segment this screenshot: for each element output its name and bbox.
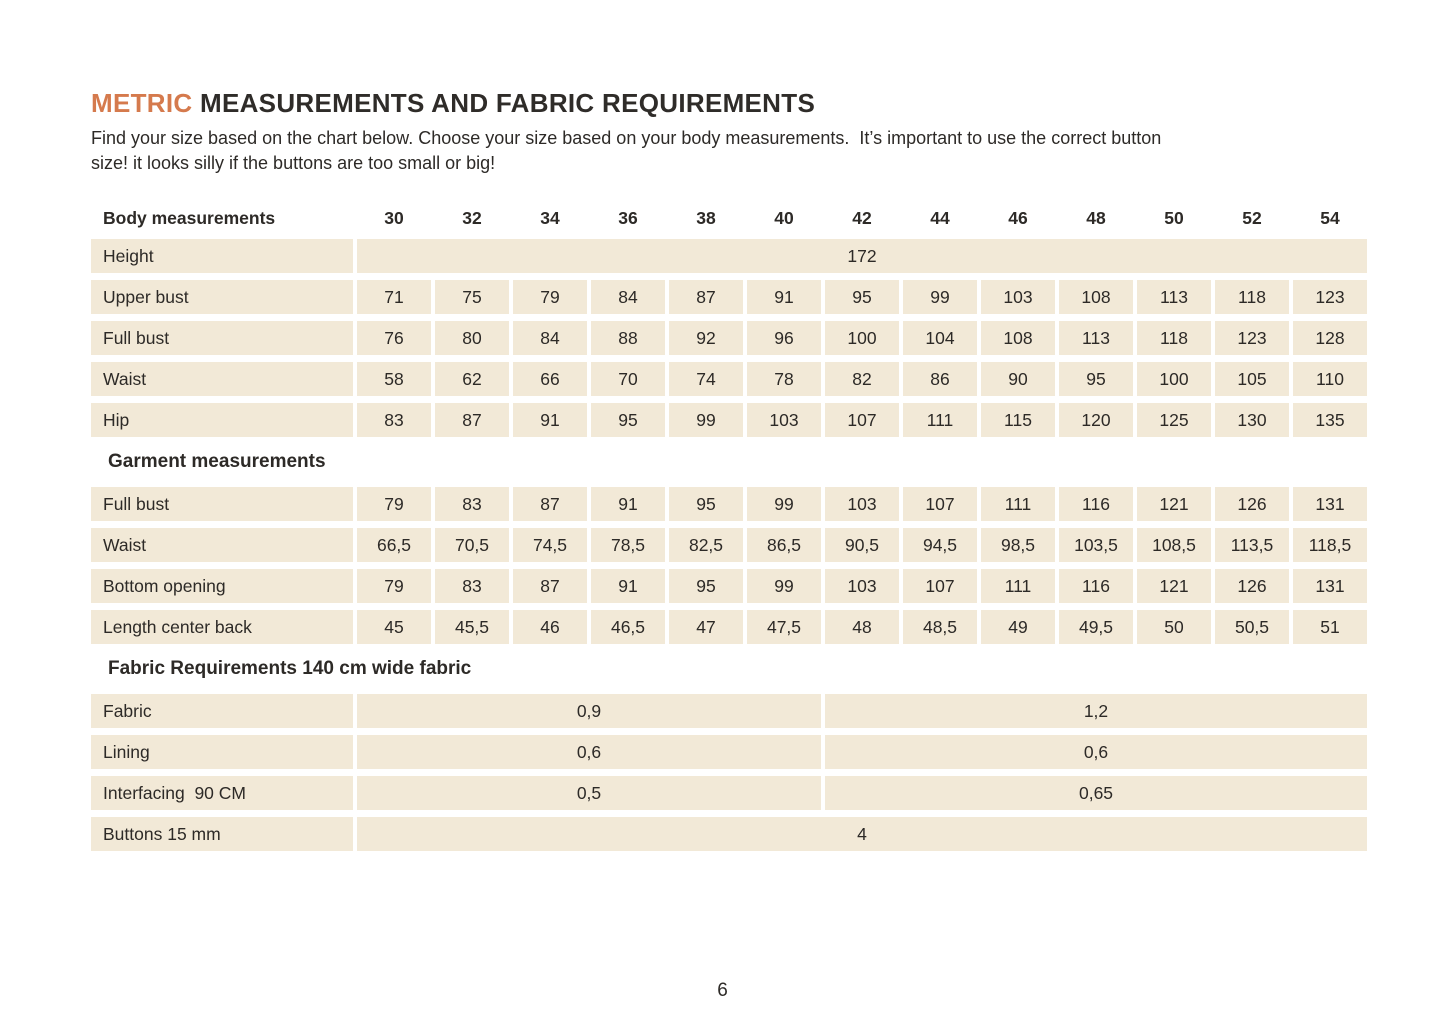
fabric-value-sizes-42-54: 1,2 [825,694,1367,728]
garment-waist-value-32: 70,5 [435,528,509,562]
body-upper-bust-value-52: 118 [1215,280,1289,314]
garment-bottom-opening-value-42: 103 [825,569,899,603]
body-waist-value-32: 62 [435,362,509,396]
garment-length-center-back-value-38: 47 [669,610,743,644]
body-hip-value-44: 111 [903,403,977,437]
garment-full-bust-value-50: 121 [1137,487,1211,521]
garment-bottom-opening-value-50: 121 [1137,569,1211,603]
body-hip-value-32: 87 [435,403,509,437]
row-label-fabric: Fabric [91,694,353,728]
row-label-buttons-15-mm: Buttons 15 mm [91,817,353,851]
body-full-bust-value-52: 123 [1215,321,1289,355]
body-hip-value-46: 115 [981,403,1055,437]
body-upper-bust-value-48: 108 [1059,280,1133,314]
garment-bottom-opening-value-38: 95 [669,569,743,603]
body-full-bust-value-40: 96 [747,321,821,355]
garment-full-bust-value-30: 79 [357,487,431,521]
garment-full-bust-value-52: 126 [1215,487,1289,521]
garment-waist-value-42: 90,5 [825,528,899,562]
body-full-bust-value-44: 104 [903,321,977,355]
size-header-36: 36 [618,207,638,228]
garment-length-center-back-value-44: 48,5 [903,610,977,644]
row-label-lining: Lining [91,735,353,769]
body-waist-value-46: 90 [981,362,1055,396]
body-upper-bust-value-54: 123 [1293,280,1367,314]
body-upper-bust-value-32: 75 [435,280,509,314]
garment-full-bust-value-54: 131 [1293,487,1367,521]
row-label-interfacing-90-cm: Interfacing 90 CM [91,776,353,810]
lining-value-sizes-30-40: 0,6 [357,735,821,769]
size-header-50: 50 [1164,207,1184,228]
body-hip-value-34: 91 [513,403,587,437]
body-waist-value-50: 100 [1137,362,1211,396]
body-waist-value-30: 58 [357,362,431,396]
size-header-34: 34 [540,207,560,228]
size-header-38: 38 [696,207,716,228]
body-full-bust-value-34: 84 [513,321,587,355]
garment-length-center-back-value-42: 48 [825,610,899,644]
row-label-height: Height [91,239,353,273]
body-full-bust-value-50: 118 [1137,321,1211,355]
body-upper-bust-value-50: 113 [1137,280,1211,314]
garment-bottom-opening-value-40: 99 [747,569,821,603]
body-hip-value-40: 103 [747,403,821,437]
body-hip-value-50: 125 [1137,403,1211,437]
lining-value-sizes-42-54: 0,6 [825,735,1367,769]
body-full-bust-value-54: 128 [1293,321,1367,355]
size-header-46: 46 [1008,207,1028,228]
garment-full-bust-value-44: 107 [903,487,977,521]
garment-bottom-opening-value-52: 126 [1215,569,1289,603]
body-full-bust-value-42: 100 [825,321,899,355]
fabric-value-sizes-30-40: 0,9 [357,694,821,728]
garment-full-bust-value-38: 95 [669,487,743,521]
garment-bottom-opening-value-36: 91 [591,569,665,603]
body-hip-value-54: 135 [1293,403,1367,437]
garment-bottom-opening-value-54: 131 [1293,569,1367,603]
intro-line-2: size! it looks silly if the buttons are too small or big! [91,153,496,173]
body-hip-value-48: 120 [1059,403,1133,437]
garment-waist-value-38: 82,5 [669,528,743,562]
interfacing-90-cm-value-sizes-30-40: 0,5 [357,776,821,810]
body-upper-bust-value-46: 103 [981,280,1055,314]
page-number: 6 [717,980,728,1001]
table-header-body-measurements: Body measurements [103,207,276,228]
interfacing-90-cm-value-sizes-42-54: 0,65 [825,776,1367,810]
row-label-garment-waist: Waist [91,528,353,562]
row-label-body-waist: Waist [91,362,353,396]
body-upper-bust-value-34: 79 [513,280,587,314]
garment-waist-value-44: 94,5 [903,528,977,562]
garment-full-bust-value-34: 87 [513,487,587,521]
body-full-bust-value-48: 113 [1059,321,1133,355]
body-waist-value-36: 70 [591,362,665,396]
body-hip-value-38: 99 [669,403,743,437]
size-header-42: 42 [852,207,872,228]
body-upper-bust-value-40: 91 [747,280,821,314]
body-hip-value-52: 130 [1215,403,1289,437]
body-hip-value-30: 83 [357,403,431,437]
garment-full-bust-value-36: 91 [591,487,665,521]
body-upper-bust-value-44: 99 [903,280,977,314]
size-header-32: 32 [462,207,482,228]
row-label-body-hip: Hip [91,403,353,437]
garment-length-center-back-value-34: 46 [513,610,587,644]
body-hip-value-36: 95 [591,403,665,437]
size-table [91,204,1367,851]
garment-waist-value-46: 98,5 [981,528,1055,562]
body-hip-value-42: 107 [825,403,899,437]
garment-bottom-opening-value-48: 116 [1059,569,1133,603]
body-full-bust-value-32: 80 [435,321,509,355]
garment-full-bust-value-40: 99 [747,487,821,521]
garment-waist-value-54: 118,5 [1293,528,1367,562]
garment-section-header: Garment measurements [108,451,326,472]
size-header-40: 40 [774,207,794,228]
garment-full-bust-value-46: 111 [981,487,1055,521]
row-label-body-full-bust: Full bust [91,321,353,355]
body-waist-value-38: 74 [669,362,743,396]
body-waist-value-48: 95 [1059,362,1133,396]
body-waist-value-44: 86 [903,362,977,396]
size-header-44: 44 [930,207,950,228]
intro-line-1: Find your size based on the chart below. Choose your size based on your body measurements. It’s important to use the correct button [91,128,1162,148]
garment-waist-value-40: 86,5 [747,528,821,562]
garment-length-center-back-value-48: 49,5 [1059,610,1133,644]
body-upper-bust-value-30: 71 [357,280,431,314]
body-upper-bust-value-36: 84 [591,280,665,314]
size-header-52: 52 [1242,207,1262,228]
garment-length-center-back-value-32: 45,5 [435,610,509,644]
body-upper-bust-value-38: 87 [669,280,743,314]
garment-waist-value-48: 103,5 [1059,528,1133,562]
height-value: 172 [357,239,1367,273]
document-header [91,88,1367,176]
garment-length-center-back-value-46: 49 [981,610,1055,644]
size-header-30: 30 [384,207,404,228]
row-label-garment-full-bust: Full bust [91,487,353,521]
page-title-rest: MEASUREMENTS AND FABRIC REQUIREMENTS [200,88,816,118]
body-full-bust-value-36: 88 [591,321,665,355]
garment-bottom-opening-value-44: 107 [903,569,977,603]
garment-waist-value-34: 74,5 [513,528,587,562]
garment-bottom-opening-value-32: 83 [435,569,509,603]
body-waist-value-52: 105 [1215,362,1289,396]
body-full-bust-value-46: 108 [981,321,1055,355]
garment-waist-value-52: 113,5 [1215,528,1289,562]
garment-length-center-back-value-50: 50 [1137,610,1211,644]
garment-full-bust-value-48: 116 [1059,487,1133,521]
garment-full-bust-value-32: 83 [435,487,509,521]
garment-length-center-back-value-30: 45 [357,610,431,644]
garment-waist-value-50: 108,5 [1137,528,1211,562]
body-full-bust-value-38: 92 [669,321,743,355]
body-waist-value-42: 82 [825,362,899,396]
row-label-garment-bottom-opening: Bottom opening [91,569,353,603]
garment-full-bust-value-42: 103 [825,487,899,521]
page-title-accent: METRIC [91,88,193,118]
page-title [91,88,1367,119]
body-waist-value-54: 110 [1293,362,1367,396]
garment-bottom-opening-value-30: 79 [357,569,431,603]
body-waist-value-34: 66 [513,362,587,396]
garment-waist-value-30: 66,5 [357,528,431,562]
body-upper-bust-value-42: 95 [825,280,899,314]
row-label-garment-length-center-back: Length center back [91,610,353,644]
body-full-bust-value-30: 76 [357,321,431,355]
size-header-48: 48 [1086,207,1106,228]
garment-bottom-opening-value-34: 87 [513,569,587,603]
garment-bottom-opening-value-46: 111 [981,569,1055,603]
buttons-value: 4 [357,817,1367,851]
size-header-54: 54 [1320,207,1340,228]
body-waist-value-40: 78 [747,362,821,396]
garment-waist-value-36: 78,5 [591,528,665,562]
fabric-section-header: Fabric Requirements 140 cm wide fabric [108,658,472,679]
garment-length-center-back-value-36: 46,5 [591,610,665,644]
row-label-body-upper-bust: Upper bust [91,280,353,314]
garment-length-center-back-value-52: 50,5 [1215,610,1289,644]
garment-length-center-back-value-54: 51 [1293,610,1367,644]
garment-length-center-back-value-40: 47,5 [747,610,821,644]
